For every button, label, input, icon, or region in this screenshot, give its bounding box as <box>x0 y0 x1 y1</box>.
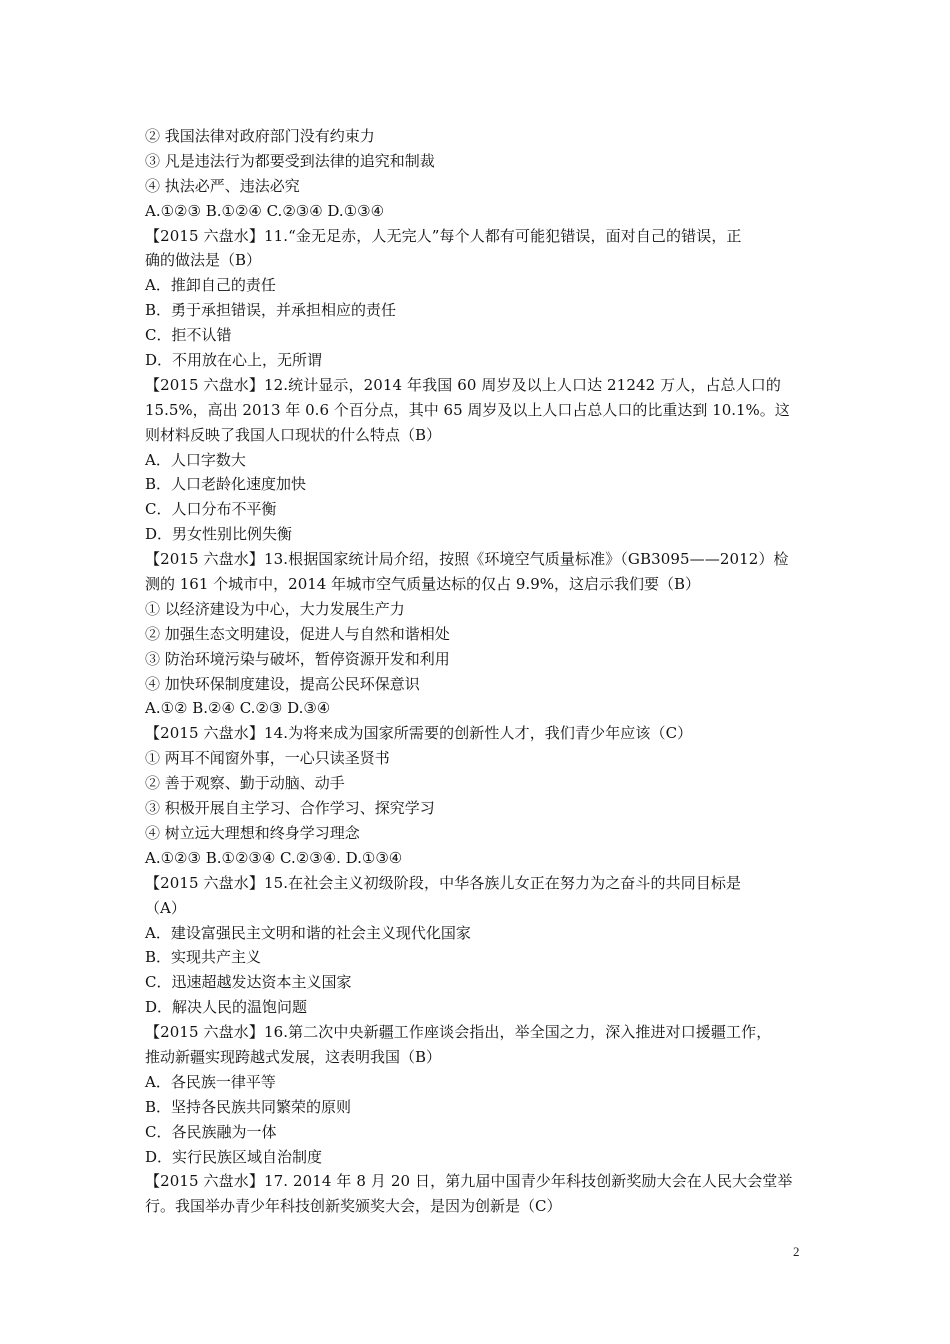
text-line: （A） <box>145 898 186 917</box>
text-line: 测的 161 个城市中，2014 年城市空气质量达标的仅占 9.9%，这启示我们要（B） <box>145 575 701 594</box>
text-line: 行。我国举办青少年科技创新奖颁奖大会，是因为创新是（C） <box>145 1197 562 1216</box>
question-15: 【2015 六盘水】15.在社会主义初级阶段，中华各族儿女正在努力为之奋斗的共同目标是 <box>145 873 742 892</box>
question-13: 【2015 六盘水】13.根据国家统计局介绍，按照《环境空气质量标准》（GB3095——2012）检 <box>145 550 789 569</box>
text-line: ③ 凡是违法行为都要受到法律的追究和制裁 <box>145 151 435 170</box>
text-line: ② 善于观察、勤于动脑、动手 <box>145 774 345 793</box>
question-16: 【2015 六盘水】16.第二次中央新疆工作座谈会指出，举全国之力，深入推进对口援疆工作， <box>145 1023 772 1042</box>
question-17: 【2015 六盘水】17. 2014 年 8 月 20 日，第九届中国青少年科技创新奖励大会在人民大会堂举 <box>145 1172 793 1191</box>
option-b: B．坚持各民族共同繁荣的原则 <box>145 1097 352 1116</box>
text-line: ④ 执法必严、违法必究 <box>145 176 300 195</box>
text-line: ③ 防治环境污染与破坏，暂停资源开发和利用 <box>145 649 450 668</box>
option-a: A．各民族一律平等 <box>145 1072 276 1091</box>
option-d: D．不用放在心上，无所谓 <box>145 351 323 370</box>
option-a: A．建设富强民主文明和谐的社会主义现代化国家 <box>145 923 471 942</box>
text-line: ④ 加快环保制度建设，提高公民环保意识 <box>145 674 420 693</box>
option-c: C．迅速超越发达资本主义国家 <box>145 973 352 992</box>
option-a: A．推卸自己的责任 <box>145 276 276 295</box>
question-12: 【2015 六盘水】12.统计显示，2014 年我国 60 周岁及以上人口达 21242 万人，占总人口的 <box>145 375 781 394</box>
text-line: ③ 积极开展自主学习、合作学习、探究学习 <box>145 799 435 818</box>
answer-options: A.①② B.②④ C.②③ D.③④ <box>145 699 331 718</box>
text-line: 推动新疆实现跨越式发展，这表明我国（B） <box>145 1047 442 1066</box>
page-content <box>145 124 815 1219</box>
text-line: 确的做法是（B） <box>145 251 262 270</box>
answer-options: A.①②③ B.①②④ C.②③④ D.①③④ <box>145 201 385 220</box>
text-line: ② 我国法律对政府部门没有约束力 <box>145 127 375 145</box>
text-line: ② 加强生态文明建设，促进人与自然和谐相处 <box>145 624 450 643</box>
option-a: A．人口字数大 <box>145 450 246 469</box>
option-b: B．人口老龄化速度加快 <box>145 475 307 494</box>
option-c: C．拒不认错 <box>145 326 232 345</box>
page-number: 2 <box>793 1244 800 1259</box>
text-line: 15.5%，高出 2013 年 0.6 个百分点，其中 65 周岁及以上人口占总人口的比重达到 10.1%。这 <box>145 400 790 419</box>
option-b: B．实现共产主义 <box>145 948 262 967</box>
question-11: 【2015 六盘水】11.“金无足赤，人无完人”每个人都有可能犯错误，面对自己的错误，正 <box>145 226 742 245</box>
text-line: ① 两耳不闻窗外事，一心只读圣贤书 <box>145 749 390 768</box>
text-line: 则材料反映了我国人口现状的什么特点（B） <box>145 425 442 444</box>
answer-options: A.①②③ B.①②③④ C.②③④. D.①③④ <box>145 848 403 867</box>
option-c: C．各民族融为一体 <box>145 1122 277 1141</box>
question-14: 【2015 六盘水】14.为将来成为国家所需要的创新性人才，我们青少年应该（C） <box>145 724 693 743</box>
option-d: D．男女性别比例失衡 <box>145 525 293 544</box>
text-line: ④ 树立远大理想和终身学习理念 <box>145 823 360 842</box>
option-b: B．勇于承担错误，并承担相应的责任 <box>145 301 397 320</box>
text-line: ① 以经济建设为中心，大力发展生产力 <box>145 599 405 618</box>
option-d: D．实行民族区域自治制度 <box>145 1147 323 1166</box>
option-d: D．解决人民的温饱问题 <box>145 998 308 1017</box>
option-c: C．人口分布不平衡 <box>145 500 277 519</box>
